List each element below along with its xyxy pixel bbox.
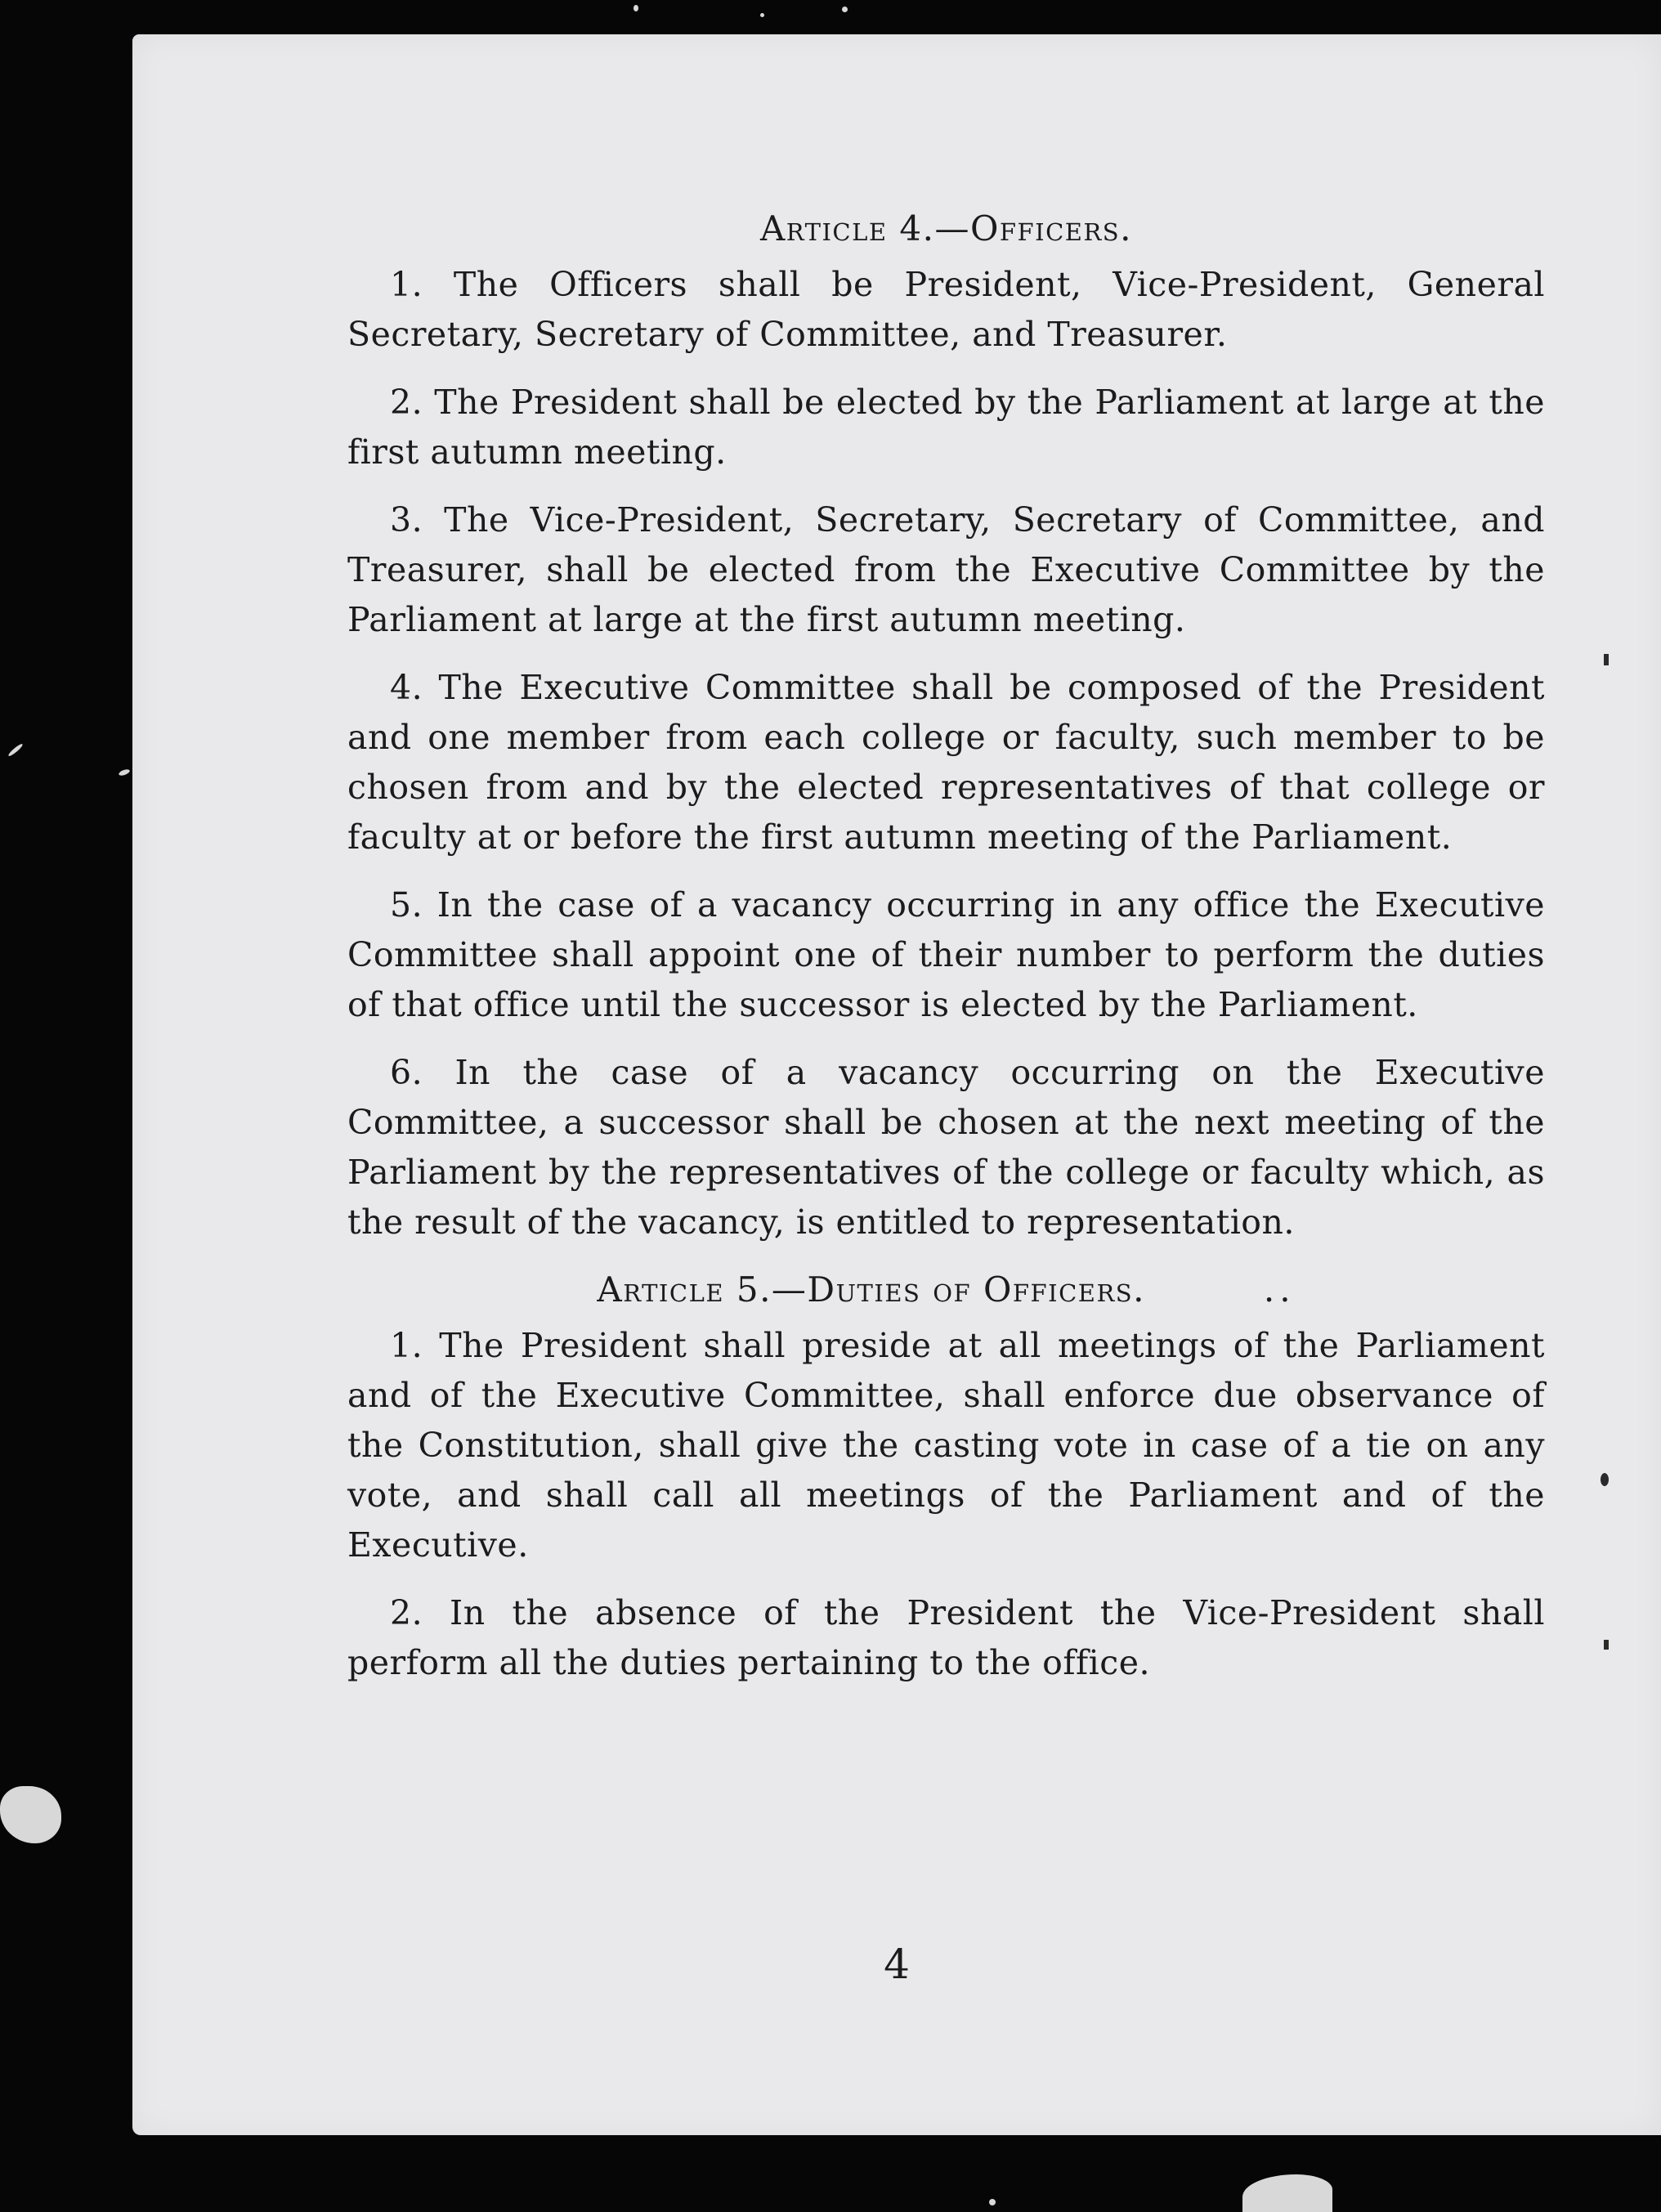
article-4-clause-4: 4. The Executive Committee shall be composed of the President and one member from each college or faculty, such member to be chosen from and by the elected representatives of that college or faculty at or before the first autumn meeting of the Parliament. — [347, 668, 1545, 857]
document-page — [132, 34, 1661, 2135]
page-number: 4 — [884, 1941, 910, 1988]
scan-speck — [7, 743, 24, 758]
article-5-clause-2: 2. In the absence of the President the Vice-President shall perform all the duties pertaining to the office. — [347, 1593, 1545, 1682]
article-5-clause-1: 1. The President shall preside at all meetings of the Parliament and of the Executive Committee, shall enforce due observance of the Constitution, shall give the casting vote in case of a tie on any vote, and shall call all meetings of the Parliament and of the Executive. — [347, 1326, 1545, 1565]
article-4-heading: Article 4.—Officers. — [759, 208, 1133, 249]
scan-speck — [760, 13, 764, 17]
document-text — [347, 204, 1545, 1706]
scan-speck — [1242, 2174, 1332, 2212]
article-4-clause-3: 3. The Vice-President, Secretary, Secretary of Committee, and Treasurer, shall be elected from the Executive Committee by the Parliament at large at the first autumn meeting. — [347, 500, 1545, 639]
scan-speck — [0, 1786, 61, 1843]
article-5-heading: Article 5.—Duties of Officers. — [597, 1269, 1146, 1310]
scan-speck — [989, 2199, 996, 2205]
margin-mark — [1604, 1640, 1609, 1650]
scan-speck — [842, 7, 848, 12]
margin-mark — [1604, 654, 1609, 665]
article-4-clause-6: 6. In the case of a vacancy occurring on the Executive Committee, a successor shall be chosen at the next meeting of the Parliament by the representatives of the college or faculty which, as the result of the vacancy, is entitled to representation. — [347, 1053, 1545, 1242]
article-4-clause-1: 1. The Officers shall be President, Vice-President, General Secretary, Secretary of Committee, and Treasurer. — [347, 265, 1545, 354]
article-4-clause-5: 5. In the case of a vacancy occurring in any office the Executive Committee shall appoint one of their number to perform the duties of that office until the successor is elected by the Parliament. — [347, 885, 1545, 1024]
article-5-heading-row — [347, 1265, 1545, 1314]
stray-dots: .. — [1263, 1269, 1296, 1310]
scan-speck — [634, 5, 638, 11]
article-4-clause-2: 2. The President shall be elected by the Parliament at large at the first autumn meeting. — [347, 383, 1545, 472]
margin-mark — [1601, 1473, 1609, 1486]
scan-speck — [118, 768, 130, 777]
